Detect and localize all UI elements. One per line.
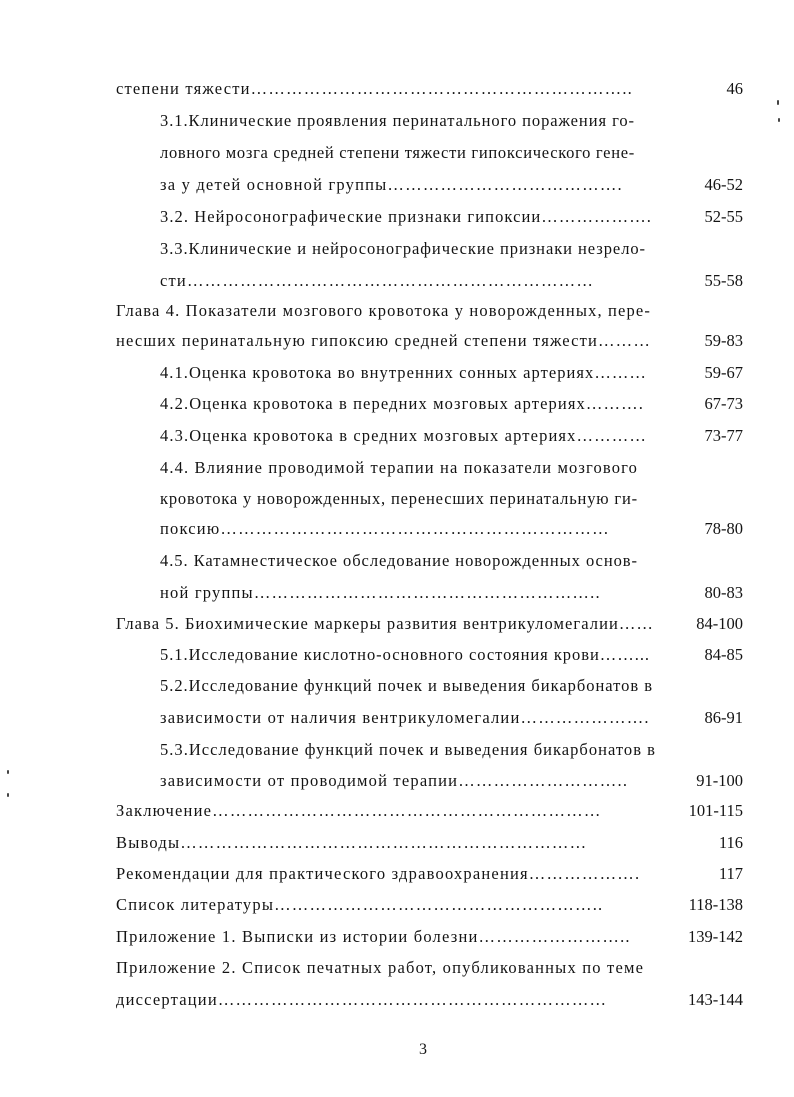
toc-entry-text: поксию………………………………………………………… [160, 519, 610, 538]
toc-page-ref: 143-144 [688, 990, 743, 1009]
toc-entry-line [160, 581, 638, 605]
toc-entry-line [160, 456, 638, 480]
toc-entry-text: зависимости от проводимой терапии……………………….. [160, 771, 629, 790]
toc-entry-text: Глава 4. Показатели мозгового кровотока у новорожденных, пере- [116, 301, 651, 320]
toc-entry-text: 3.2. Нейросонографические признаки гипоксии………………. [160, 207, 652, 226]
toc-entry-text: 4.5. Катамнестическое обследование новорожденных основ- [160, 551, 638, 570]
toc-entry-line [160, 109, 635, 133]
toc-entry-line [160, 269, 646, 293]
toc-entry-line [160, 643, 650, 667]
scan-speck [7, 770, 9, 774]
toc-page-ref: 117 [718, 864, 743, 883]
scan-speck [7, 793, 9, 797]
toc-page-ref: 116 [718, 833, 743, 852]
toc-page-ref: 52-55 [704, 207, 743, 226]
toc-entry-line [116, 329, 651, 353]
toc-page-ref: 59-83 [704, 331, 743, 350]
toc-entry-text: за у детей основной группы…………………………………. [160, 175, 623, 194]
toc-entry-line [116, 612, 654, 636]
toc-entry-text: 3.3.Клинические и нейросонографические признаки незрело- [160, 239, 646, 258]
toc-entry-text: 4.4. Влияние проводимой терапии на показатели мозгового [160, 458, 638, 477]
toc-entry-text: 5.1.Исследование кислотно-основного состояния крови……... [160, 645, 650, 664]
toc-page-ref: 55-58 [704, 271, 743, 290]
toc-page-ref: 80-83 [704, 583, 743, 602]
toc-entry-line [160, 237, 646, 261]
toc-entry-text: 4.2.Оценка кровотока в передних мозговых артериях………. [160, 394, 644, 413]
toc-entry-text: сти…………………………………………………………… [160, 271, 595, 290]
toc-entry-text: кровотока у новорожденных, перенесших перинатальную ги- [160, 489, 638, 508]
toc-entry-line [116, 831, 651, 855]
toc-entry-text: Список литературы……………………………………………….. [116, 895, 604, 914]
toc-entry-text: ной группы………………………………………………….. [160, 583, 601, 602]
toc-entry-text: 5.3.Исследование функций почек и выведения бикарбонатов в [160, 740, 656, 759]
toc-page-ref: 101-115 [688, 801, 743, 820]
toc-entry-text: степени тяжести……………………………………………………….. [116, 79, 634, 98]
toc-entry-line [116, 893, 652, 917]
toc-entry-line [160, 549, 638, 573]
toc-page-ref: 46-52 [704, 175, 743, 194]
toc-entry-line [160, 205, 652, 229]
toc-entry-text: ловного мозга средней степени тяжести гипоксического гене- [160, 143, 635, 162]
toc-entry-line [160, 392, 644, 416]
toc-entry-text: Рекомендации для практического здравоохранения………………. [116, 864, 641, 883]
toc-page-ref: 84-100 [696, 614, 743, 633]
toc-entry-line [160, 141, 635, 165]
toc-page-ref: 86-91 [704, 708, 743, 727]
toc-entry-line [160, 424, 647, 448]
toc-page-ref: 46 [726, 79, 743, 98]
scan-speck [778, 118, 780, 122]
toc-entry-line [160, 738, 656, 762]
toc-entry-line [160, 361, 647, 385]
toc-entry-line [116, 77, 652, 101]
toc-page-ref: 73-77 [704, 426, 743, 445]
toc-page-ref: 59-67 [704, 363, 743, 382]
toc-entry-line [116, 862, 644, 886]
toc-entry-line [160, 487, 638, 511]
toc-entry-line [116, 925, 652, 949]
toc-entry-text: зависимости от наличия вентрикуломегалии…………………. [160, 708, 650, 727]
toc-page-ref: 84-85 [704, 645, 743, 664]
toc-entry-line [116, 988, 652, 1012]
toc-page-ref: 139-142 [688, 927, 743, 946]
toc-page-ref: 91-100 [696, 771, 743, 790]
toc-entry-line [116, 956, 652, 980]
toc-entry-text: Приложение 1. Выписки из истории болезни…………………….. [116, 927, 631, 946]
toc-entry-line [160, 706, 653, 730]
toc-entry-line [160, 674, 653, 698]
toc-entry-text: 4.1.Оценка кровотока во внутренних сонных артериях……… [160, 363, 647, 382]
toc-entry-line [160, 173, 635, 197]
toc-entry-line [160, 517, 638, 541]
toc-entry-text: 5.2.Исследование функций почек и выведения бикарбонатов в [160, 676, 653, 695]
toc-entry-text: диссертации………………………………………………………… [116, 990, 608, 1009]
toc-entry-text: Выводы…………………………………………………………… [116, 833, 588, 852]
toc-entry-text: Приложение 2. Список печатных работ, опубликованных по теме [116, 958, 645, 977]
toc-entry-text: 3.1.Клинические проявления перинатального поражения го- [160, 111, 635, 130]
toc-entry-line [116, 299, 651, 323]
scan-speck [777, 100, 779, 105]
toc-page-ref: 118-138 [688, 895, 743, 914]
toc-page-ref: 78-80 [704, 519, 743, 538]
page-number: 3 [419, 1041, 427, 1058]
toc-entry-text: Заключение………………………………………………………… [116, 801, 602, 820]
toc-entry-text: несших перинатальную гипоксию средней степени тяжести……… [116, 331, 651, 350]
toc-entry-line [116, 799, 650, 823]
toc-entry-text: Глава 5. Биохимические маркеры развития вентрикуломегалии…… [116, 614, 654, 633]
toc-entry-text: 4.3.Оценка кровотока в средних мозговых артериях………… [160, 426, 647, 445]
toc-page-ref: 67-73 [704, 394, 743, 413]
toc-entry-line [160, 769, 656, 793]
